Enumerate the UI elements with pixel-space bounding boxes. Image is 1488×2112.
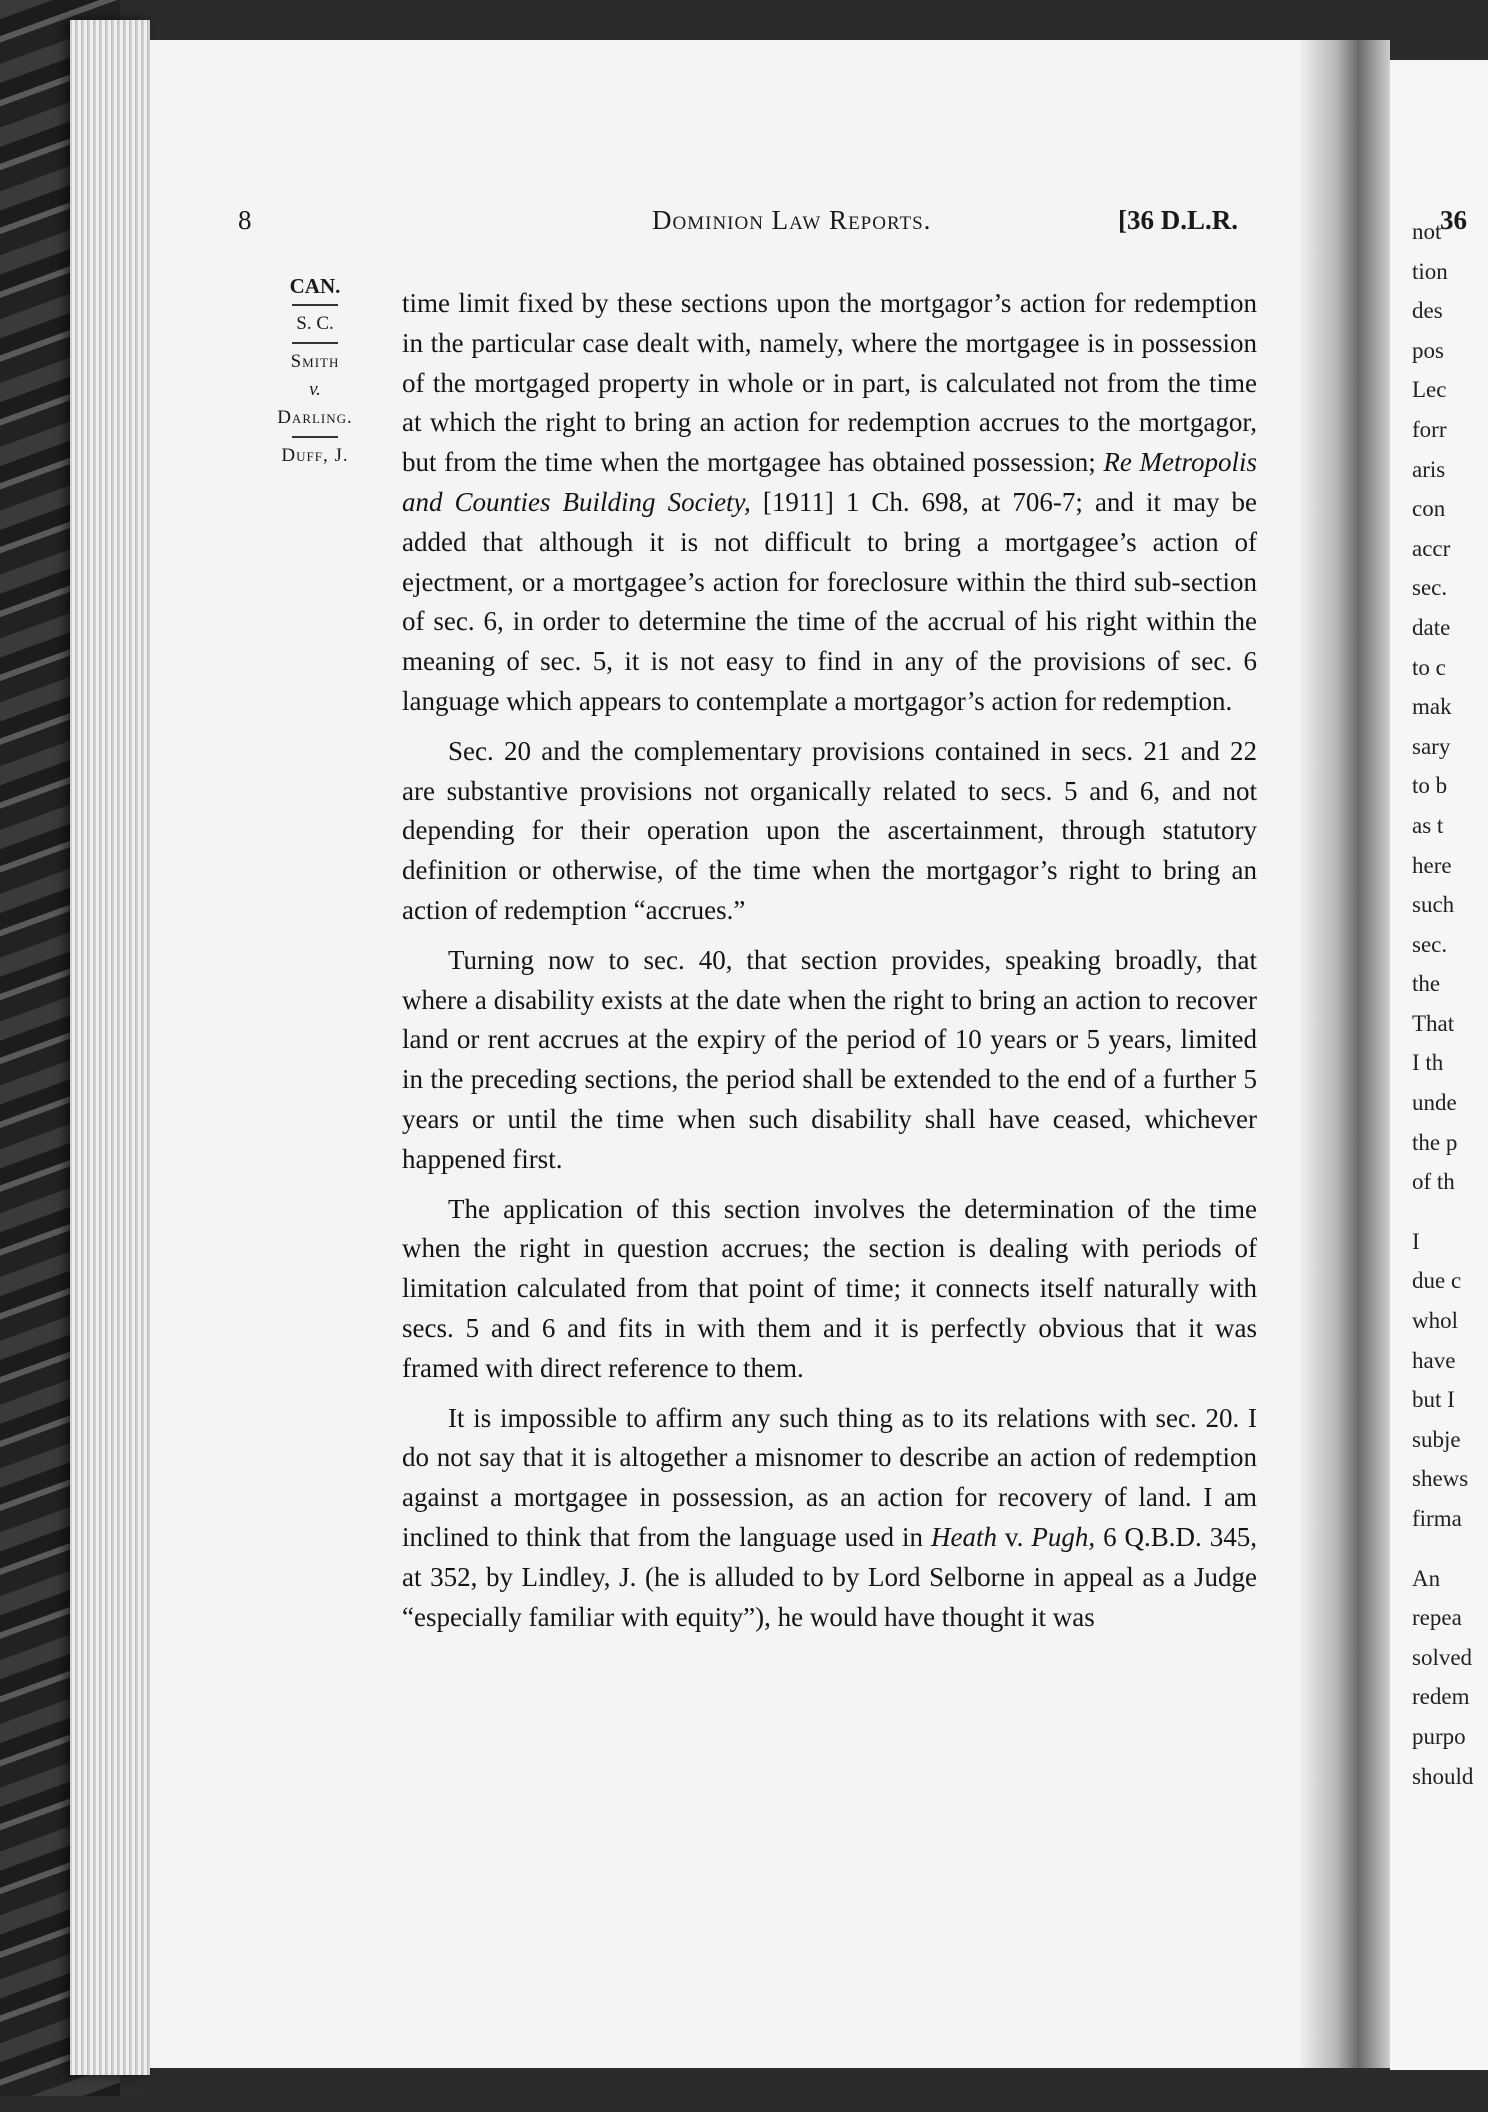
right-line: sec. [1412,575,1448,601]
right-line: That [1412,1010,1455,1036]
party-1: Smith [290,351,340,372]
right-page-text [1412,212,1488,2112]
right-page-number: 36 [1440,205,1467,235]
right-line: due c [1412,1268,1462,1294]
volume-citation: [36 D.L.R. [1118,205,1238,235]
page-edges [70,20,150,2075]
right-line: sec. [1412,931,1448,957]
right-line: redem [1412,1684,1470,1710]
right-line: repea [1412,1605,1462,1631]
publication-title: Dominion Law Reports. [652,205,932,235]
right-line: tion [1412,258,1448,284]
body-text [402,284,1257,1647]
division-label: S. C. [296,313,334,334]
right-line: pos [1412,337,1444,363]
right-line: such [1412,892,1455,918]
paragraph-1-text-a: time limit fixed by these sections upon the mortgagor’s action for redemption in the particular case dealt with, namely, where the mortgagee is in possession of the mortgaged property in whole or in part, is calculated not from the time at which the right to bring an action for redemption accrues to the mortgagor, but from the time when the mortgagee has obtained possession; [402,288,1257,478]
paragraph-1-text-b: [1911] 1 Ch. 698, at 706-7; and it may be added that although it is not difficult to bring a mortgagee’s action of ejectment, or a mortgagee’s action for foreclosure within the third sub-section of sec. 6, in order to determine the time of the accrual of his right within the meaning of sec. 5, it is not easy to find in any of the provisions of sec. 6 language which appears to contemplate a mortgagor’s action for redemption. [402,486,1257,716]
case-citation-re-metropolis: Re Metropolis and Counties Building Society, [402,447,1257,517]
running-head [0,205,1488,245]
right-line: not [1412,219,1442,244]
right-line: date [1412,614,1451,640]
right-line: shews [1412,1466,1469,1492]
right-line: have [1412,1347,1456,1373]
book-gutter [1300,40,1390,2068]
versus-label: v. [309,379,321,400]
right-line: whol [1412,1308,1458,1334]
right-line: as t [1412,812,1444,838]
right-line: of th [1412,1169,1455,1195]
right-line: here [1412,852,1452,878]
paragraph-5-text-a: It is impossible to affirm any such thing as to its relations with sec. 20. I do not say that it is altogether a misnomer to describe an action of redemption against a mortgagee in possession, as an action for recovery of land. I am inclined to think that from the language used in [402,1402,1257,1552]
right-line: unde [1412,1090,1457,1116]
right-line: but I [1412,1387,1455,1413]
right-line: solved [1412,1644,1473,1670]
paragraph-1 [402,284,1257,722]
right-line: purpo [1412,1723,1466,1749]
divider [292,436,338,438]
right-line: con [1412,496,1446,522]
right-line: to c [1412,654,1446,680]
paragraph-4: The application of this section involves the determination of the time when the right in question accrues; the section is dealing with periods of limitation calculated from that point of time; it connects itself naturally with secs. 5 and 6 and fits in with them and it is perfectly obvious that it was framed with direct reference to them. [402,1193,1257,1383]
paragraph-5 [402,1399,1257,1638]
right-line: I [1412,1228,1420,1254]
right-line: should [1412,1763,1474,1789]
right-line: aris [1412,456,1446,482]
versus-text: v. [996,1521,1032,1552]
party-2: Darling. [277,407,353,428]
right-line: des [1412,298,1443,324]
right-line: An [1412,1565,1441,1591]
right-line: subje [1412,1426,1461,1452]
right-line: to b [1412,773,1448,799]
right-line: accr [1412,535,1451,561]
right-line: I th [1412,1050,1444,1076]
divider [292,304,338,306]
paragraph-3: Turning now to sec. 40, that section provides, speaking broadly, that where a disability exists at the date when the right to bring an action to recover land or rent accrues at the expiry of the period of 10 years or 5 years, limited in the preceding sections, the period shall be extended to the end of a further 5 years or until the time when such disability shall have ceased, whichever happened first. [402,944,1257,1174]
right-line: the [1412,971,1441,997]
court-label: CAN. [289,274,341,298]
right-line: the p [1412,1129,1458,1155]
paragraph-2: Sec. 20 and the complementary provisions contained in secs. 21 and 22 are substantive provisions not organically related to secs. 5 and 6, and not depending for their operation upon the ascertainment, through statutory definition or otherwise, of the time when the mortgagor’s right to bring an action of redemption “accrues.” [402,735,1257,925]
case-name-heath: Heath [930,1521,997,1552]
divider [292,342,338,344]
paragraph-5-text-b: 6 Q.B.D. 345, at 352, by Lindley, J. (he is alluded to by Lord Selborne in appeal as a Judge “especially familiar with equity”), he would have thought it was [402,1521,1257,1632]
margin-notes [250,272,380,470]
judge-label: Duff, J. [281,445,349,466]
right-line: firma [1412,1506,1462,1531]
right-line: forr [1412,416,1447,442]
right-line: sary [1412,733,1451,759]
case-name-pugh: Pugh, [1031,1521,1096,1552]
right-line: Lec [1412,377,1447,403]
right-line: mak [1412,694,1452,720]
page-number: 8 [238,205,252,235]
